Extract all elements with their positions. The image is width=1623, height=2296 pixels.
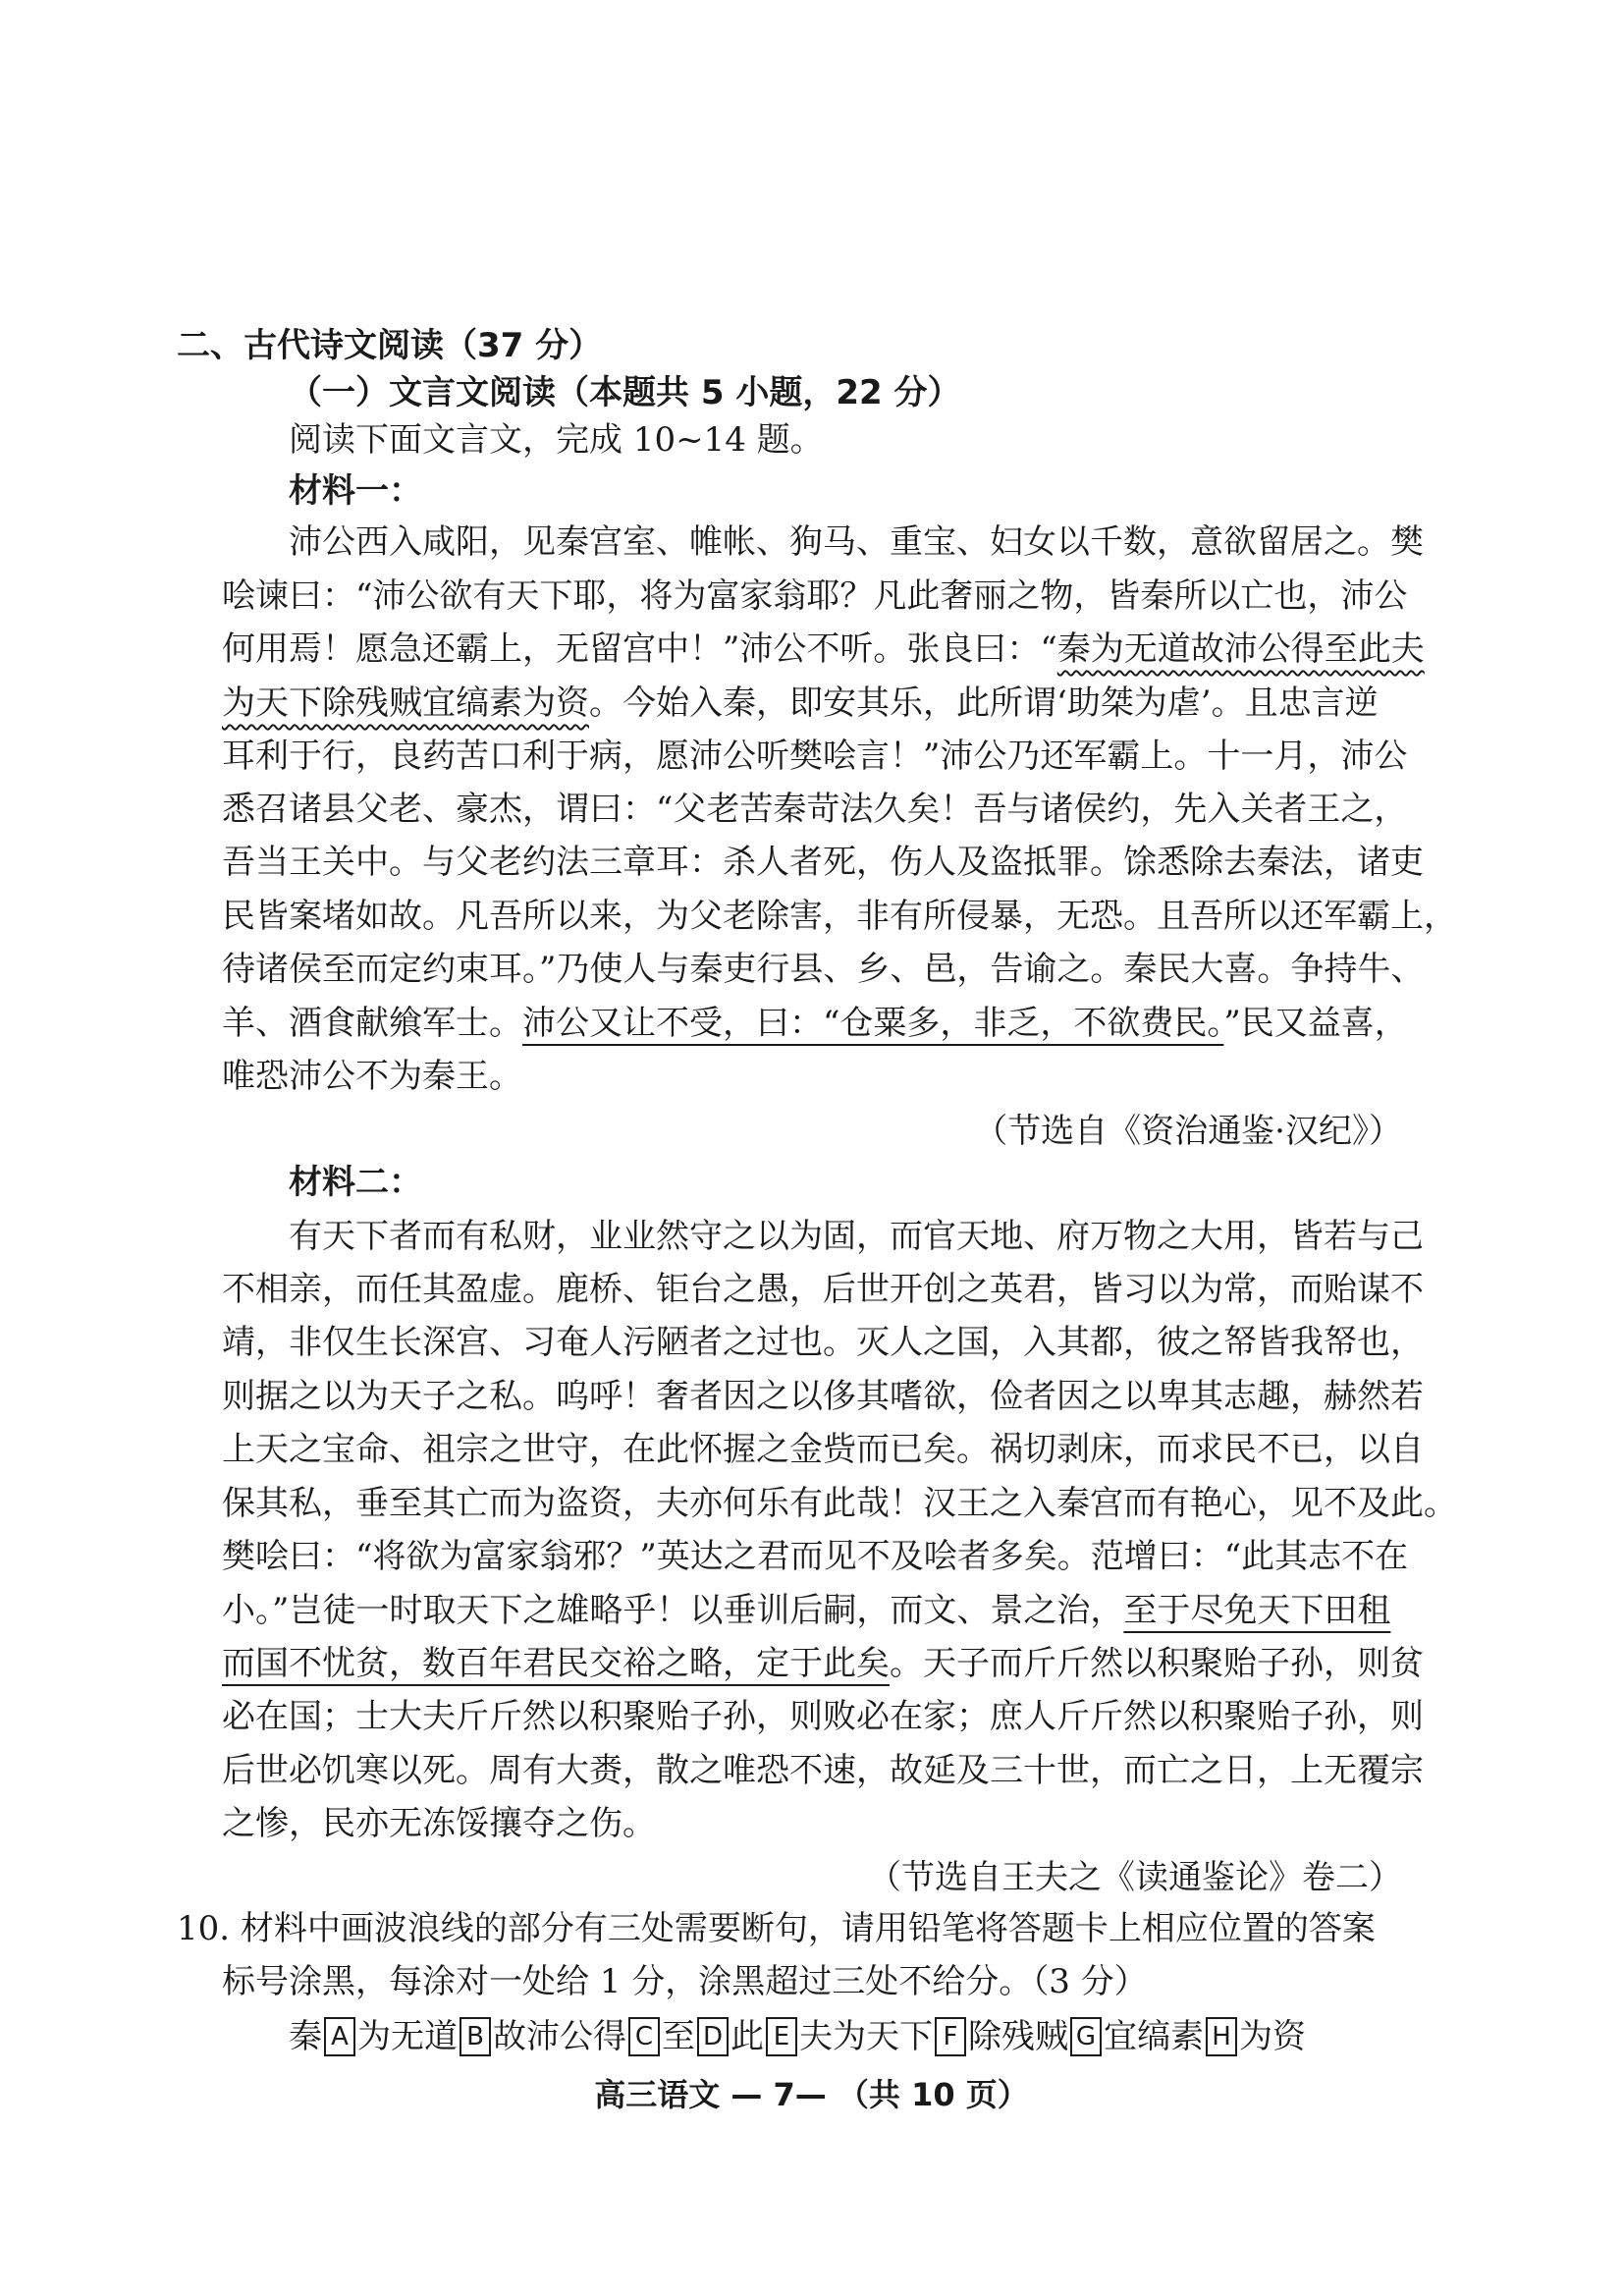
material2-line: 之惨，民亦无冻馁攘夺之伤。 — [222, 1804, 656, 1843]
material2-line — [222, 1640, 1424, 1687]
answer-box-c[interactable]: C — [628, 2017, 660, 2056]
section-title: 二、古代诗文阅读（37 分） — [177, 326, 603, 365]
material1-text: 何用焉！愿急还霸上，无留宫中！”沛公不听。张良曰：“ — [222, 629, 1057, 669]
answer-segment: 故沛公得 — [493, 2017, 626, 2056]
answer-segment: 为无道 — [357, 2017, 458, 2056]
answer-segment: 宜缟素 — [1104, 2017, 1204, 2056]
material1-line: 哙谏曰：“沛公欲有天下耶，将为富家翁耶？凡此奢丽之物，皆秦所以亡也，沛公 — [222, 576, 1408, 616]
answer-options-row — [289, 2013, 1306, 2060]
material1-label: 材料一： — [289, 471, 422, 511]
material1-line — [222, 1000, 1408, 1047]
material2-line: 则据之以为天子之私。呜呼！奢者因之以侈其嗜欲，俭者因之以卑其志趣，赫然若 — [222, 1377, 1424, 1416]
question-number: 10. — [177, 1909, 231, 1948]
material2-text: 。天子而斤斤然以积聚贻子孙，则贫 — [890, 1644, 1424, 1683]
material2-line: 靖，非仅生长深宫、习奄人污陋者之过也。灭人之国，入其都，彼之帑皆我帑也， — [222, 1323, 1424, 1362]
material1-line: 悉召诸县父老、豪杰，谓曰：“父老苦秦苛法久矣！吾与诸侯约，先入关者王之， — [222, 790, 1408, 829]
material2-label: 材料二： — [289, 1163, 422, 1202]
material1-line: 民皆案堵如故。凡吾所以来，为父老除害，非有所侵暴，无恐。且吾所以还军霸上， — [222, 897, 1457, 936]
instruction: 阅读下面文言文，完成 10~14 题。 — [289, 420, 824, 460]
question10-line2: 标号涂黑，每涂对一处给 1 分，涂黑超过三处不给分。（3 分） — [222, 1962, 1148, 2001]
material2-line: 保其私，垂至其亡而为盗资，夫亦何乐有此哉！汉王之入秦宫而有艳心，见不及此。 — [222, 1484, 1457, 1523]
answer-segment: 为资 — [1239, 2017, 1306, 2056]
answer-segment: 夫为天下 — [799, 2017, 933, 2056]
material1-line: 吾当王关中。与父老约法三章耳：杀人者死，伤人及盗抵罪。馀悉除去秦法，诸吏 — [222, 843, 1424, 882]
page-footer: 高三语文 — 7— （共 10 页） — [594, 2076, 1029, 2113]
material2-line: 必在国；士大夫斤斤然以积聚贻子孙，则败必在家；庶人斤斤然以积聚贻子孙，则 — [222, 1697, 1424, 1736]
material1-text: ”民又益喜， — [1223, 1004, 1408, 1043]
answer-box-a[interactable]: A — [324, 2017, 355, 2056]
underlined-sentence: 而国不忧贫，数百年君民交裕之略，定于此矣 — [222, 1644, 890, 1683]
answer-segment: 至 — [662, 2017, 695, 2056]
answer-box-g[interactable]: G — [1070, 2017, 1102, 2056]
material1-source: （节选自《资治通鉴·汉纪》） — [974, 1112, 1402, 1151]
material1-line — [222, 626, 1425, 673]
question10-line1 — [177, 1905, 1376, 1952]
wavy-underlined-text: 秦为无道故沛公得至此夫 — [1056, 629, 1425, 669]
answer-box-b[interactable]: B — [460, 2017, 491, 2056]
answer-box-e[interactable]: E — [766, 2017, 797, 2056]
answer-segment: 秦 — [289, 2017, 322, 2056]
section-sub-title: （一）文言文阅读（本题共 5 小题，22 分） — [289, 373, 961, 412]
material2-line: 后世必饥寒以死。周有大赉，散之唯恐不速，故延及三十世，而亡之日，上无覆宗 — [222, 1751, 1424, 1790]
answer-box-d[interactable]: D — [697, 2017, 729, 2056]
question-text: 材料中画波浪线的部分有三处需要断句，请用铅笔将答题卡上相应位置的答案 — [240, 1909, 1376, 1948]
material2-line: 有天下者而有私财，业业然守之以为固，而官天地、府万物之大用，皆若与己 — [289, 1217, 1424, 1256]
material2-line — [222, 1587, 1390, 1634]
material2-line: 不相亲，而任其盈虚。鹿桥、钜台之愚，后世开创之英君，皆习以为常，而贻谋不 — [222, 1270, 1424, 1309]
material1-line: 待诸侯至而定约束耳。”乃使人与秦吏行县、乡、邑，告谕之。秦民大喜。争持牛、 — [222, 950, 1425, 989]
answer-segment: 除残贼 — [968, 2017, 1068, 2056]
underlined-sentence: 沛公又让不受，曰：“仓粟多，非乏，不欲费民。 — [522, 1004, 1224, 1043]
answer-segment: 此 — [730, 2017, 764, 2056]
wavy-underlined-text: 为天下除残贼宜缟素为资 — [222, 683, 589, 723]
material1-text: 。今始入秦，即安其乐，此所谓‘助桀为虐’。且忠言逆 — [589, 683, 1379, 723]
material2-line: 樊哙曰：“将欲为富家翁邪？”英达之君而见不及哙者多矣。范增曰：“此其志不在 — [222, 1537, 1409, 1576]
answer-box-h[interactable]: H — [1206, 2017, 1237, 2056]
underlined-sentence: 至于尽免天下田租 — [1123, 1591, 1391, 1630]
material1-line: 耳利于行，良药苦口利于病，愿沛公听樊哙言！”沛公乃还军霸上。十一月，沛公 — [222, 737, 1408, 776]
material1-text: 羊、酒食献飨军士。 — [222, 1004, 522, 1043]
material2-text: 小。”岂徒一时取天下之雄略乎！以垂训后嗣，而文、景之治， — [222, 1591, 1124, 1630]
answer-box-f[interactable]: F — [935, 2017, 966, 2056]
material1-line — [222, 680, 1379, 727]
material1-line: 沛公西入咸阳，见秦宫室、帷帐、狗马、重宝、妇女以千数，意欲留居之。樊 — [289, 522, 1424, 562]
material1-line: 唯恐沛公不为秦王。 — [222, 1057, 522, 1096]
material2-line: 上天之宝命、祖宗之世守，在此怀握之金赀而已矣。祸切剥床，而求民不已，以自 — [222, 1430, 1424, 1469]
material2-source: （节选自王夫之《读通鉴论》卷二） — [868, 1858, 1402, 1897]
